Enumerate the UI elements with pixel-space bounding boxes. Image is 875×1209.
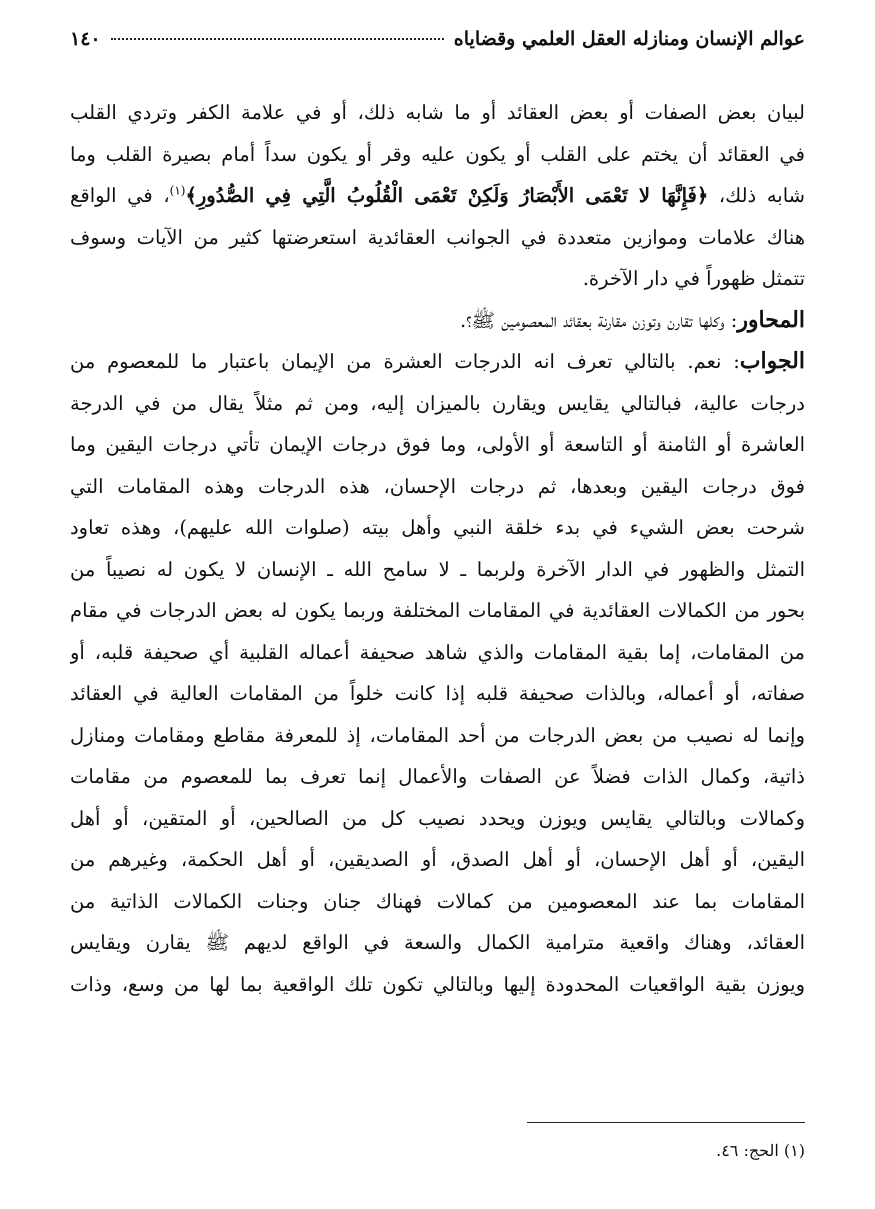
text-line: وكمالات وبالتالي يقايس ويوزن ويحدد نصيب كل من الصالحين، أو المتقين، أو أهل bbox=[70, 806, 805, 830]
quran-verse: ﴿فَإِنَّهَا لا تَعْمَى الأَبْصَارُ وَلَكِنْ تَعْمَى الْقُلُوبُ الَّتِي فِي الصُّدُورِ﴾ bbox=[185, 184, 709, 207]
footnote: (١) الحج: ٤٦. bbox=[716, 1141, 805, 1160]
interlocutor-label: المحاور bbox=[737, 306, 805, 333]
text-line: درجات عالية، فبالتالي يقايس ويقارن بالميزان إليه، ومن ثم مثلاً يقال من في الدرجة bbox=[70, 391, 805, 415]
answer-label: الجواب bbox=[739, 348, 805, 374]
text-line: اليقين، أو أهل الإحسان، أو أهل الصدق، أو الصديقين، أو أهل الحكمة، وغيرهم من bbox=[70, 848, 805, 871]
quran-line bbox=[70, 175, 805, 217]
running-head-title: عوالم الإنسان ومنازله العقل العلمي وقضاياه bbox=[453, 28, 805, 50]
footnote-separator bbox=[527, 1122, 805, 1123]
text-line: ويوزن بقية الواقعيات المحدودة إليها وبالتالي تكون تلك الواقعية بما لها من وسع، وذات bbox=[70, 972, 805, 996]
answer-first-line-text: : نعم. بالتالي تعرف انه الدرجات العشرة من الإيمان باعتبار ما للمعصوم من bbox=[70, 350, 740, 373]
text-line: ذاتية، وكمال الذات فضلاً عن الصفات والأعمال إنما تعرف بما للمعصوم من مقامات bbox=[70, 765, 805, 788]
text-line: تتمثل ظهوراً في دار الآخرة. bbox=[582, 267, 805, 290]
answer-first-line bbox=[70, 341, 805, 383]
footnote-reference: (١) bbox=[169, 183, 186, 198]
running-head bbox=[70, 28, 805, 58]
text-line: من المقامات، إما بقية المقامات والذي شاهد صحيفة أعماله القلبية أي صحيفة قلبه، أو bbox=[70, 640, 805, 664]
text-line: في العقائد أن يختم على القلب أو يكون عليه وقر أو يكون سداً أمام بصيرة القلب وما bbox=[70, 142, 805, 166]
body-text bbox=[70, 92, 805, 1005]
text-line: وإنما له نصيب من بعض الدرجات من أحد المقامات، إذ للمعرفة مقاطع ومقامات ومنازل bbox=[70, 723, 805, 747]
text-line: لبيان بعض الصفات أو بعض العقائد أو ما شابه ذلك، أو في علامة الكفر وتردي القلب bbox=[70, 101, 805, 124]
text-line: العاشرة أو الثامنة أو التاسعة أو الأولى، وما فوق درجات الإيمان تأتي درجات اليقين وما bbox=[70, 433, 805, 456]
text-line: التمثل والظهور في الدار الآخرة ولربما ـ لا سامح الله ـ الإنسان لا يكون له نصيباً من bbox=[70, 557, 805, 581]
interlocutor-text: : وكلها تقارن وتوزن مقارنة بعقائد المعصومين ﷺ؟. bbox=[459, 308, 738, 332]
interlocutor-line bbox=[70, 300, 805, 342]
text-line: هناك علامات وموازين متعددة في الجوانب العقائدية استعرضتها كثير من الآيات وسوف bbox=[70, 225, 805, 249]
text-line: شرحت بعض الشيء في بدء خلقة النبي وأهل بيته (صلوات الله عليهم)، وهذه تعاود bbox=[70, 516, 805, 539]
text-line: بحور من الكمالات العقائدية في المقامات المختلفة وربما يكون له بعض الدرجات في مقام bbox=[70, 599, 805, 622]
running-head-dot-leader bbox=[111, 38, 444, 40]
quran-line-after: ، في الواقع bbox=[70, 184, 170, 207]
text-line: صفاته، أو أعماله، وبالذات صحيفة قلبه إذا كانت خلواً من المقامات العالية في العقائد bbox=[70, 682, 805, 705]
quran-line-before: شابه ذلك، bbox=[718, 184, 805, 207]
text-line: المقامات بما عند المعصومين من كمالات فهناك جنان وجنات الكمالات الذاتية من bbox=[70, 889, 805, 913]
page-number: ١٤٠ bbox=[70, 28, 101, 50]
text-line: العقائد، وهناك واقعية مترامية الكمال والسعة في الواقع لديهم ﷺ يقارن ويقايس bbox=[70, 931, 805, 954]
text-line: فوق درجات اليقين وبعدها، ثم درجات الإحسان، هذه الدرجات وهذه المقامات التي bbox=[70, 474, 805, 498]
